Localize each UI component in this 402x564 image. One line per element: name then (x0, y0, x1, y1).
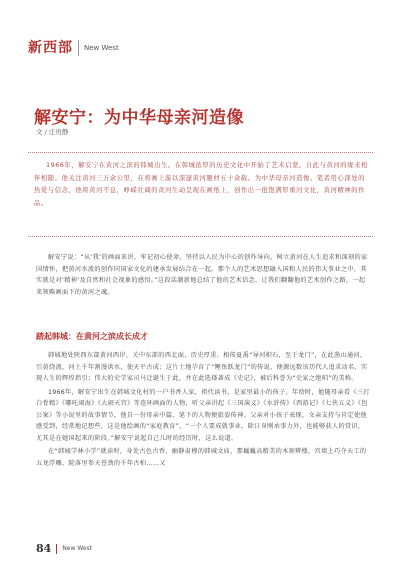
article-author: 文 / 庄贵静 (36, 128, 69, 136)
section-body (36, 350, 370, 469)
section-title: 踏起韩城：在黄河之滨成长成才 (36, 332, 148, 341)
paragraph: 在“韩城学林小学”就读时，身处古色古香、幽静肃穆的韩城文庙，那巍巍高精美的木刻辨楼，宫墙上巧夺天工的五龙浮雕，院落里参天苍劲的千年古柏……又 (36, 448, 367, 467)
article-title: 解安宁：为中华母亲河造像 (34, 108, 244, 129)
page-footer (36, 542, 92, 555)
intro-section (36, 252, 370, 298)
paragraph: 韩城地处陕西东部黄河西岸，关中东部的西北面，历史厚重。相传夏禹“导河积石，至于龙门”，在此凿山通河，引黄绕流，河土千年割漫洪水，使天平古成；这片土地孕育了“鲤鱼跃龙门”的传说，便源远数该历代人追求动名、实现人生的辉煌指引；伟大的史学家司马迁诞生于此，并在此选择著成《史记》，被后科誉为“史家之绝唱”的美称。 (36, 352, 368, 382)
magazine-brand (28, 40, 119, 56)
footer-magazine-name: New West (62, 545, 93, 552)
magazine-logo: 新西部 (28, 40, 73, 56)
abstract-text: 1966年，解安宁在黄河之滨的韩城出生。在韩城浓厚的历史文化中开始了艺术启蒙。自此与黄河的缘来相伴相随。他关注黄河三万余公里，在将画上游以深邃黄河题材五十余载。为中华母亲河造像。笔者用心深处的热爱与信念，他将黄河不息，峥嵘壮阔的黄河生动呈现在画纸上，创作出一批饱满厚重河文化，黄河精神的作品。 (34, 162, 368, 207)
paragraph: 解安宁说：“从‘我’的画面来讲，牢记初心使命，坚持以人民为中心的创作导向，树立黄河在人生追求和深刻的家国情怀，把黄河水流的创作同国家文化的建承发展结合在一起。那个人的艺术思想融入国和人民的伟大事业之中，其实就是对‘精神’及自然和社会视象的感悟。”这段话潮新地总结了他的艺术信念，让我们翻翻他的艺术创作之路，一起来领略画面下的黄河之魂。 (36, 254, 368, 296)
article-abstract (28, 152, 373, 237)
magazine-name-english: New West (84, 44, 119, 52)
page-number: 84 (36, 542, 52, 555)
footer-divider (56, 544, 57, 554)
brand-divider (78, 40, 79, 56)
paragraph: 1966年，解安宁出生在韩城文化村的一户书香人家，祖代读书，是家里最小的孩子。年幼时，他随母亲看《三打白骨精》《哪吒闹海》《大闹天宫》等连环画面的人物，听父亲讲起《三国演义》《水浒传》《西游记》《七侠五义》《包公案》等小说里的故事情节，他自一份母亲中篇，笔下的人物便旅姿传神。父亲对小孩子表现，文亲支持与肯定使他感受到，经常地记想些，这是他绘画的“家庭教育”，“一个人要成就事业，除日身刚承事力外，也能够获人的赏识，尤其是在她国起来的阶段。”解安宁说起自己儿时的经历时，这么说道。 (36, 388, 370, 442)
